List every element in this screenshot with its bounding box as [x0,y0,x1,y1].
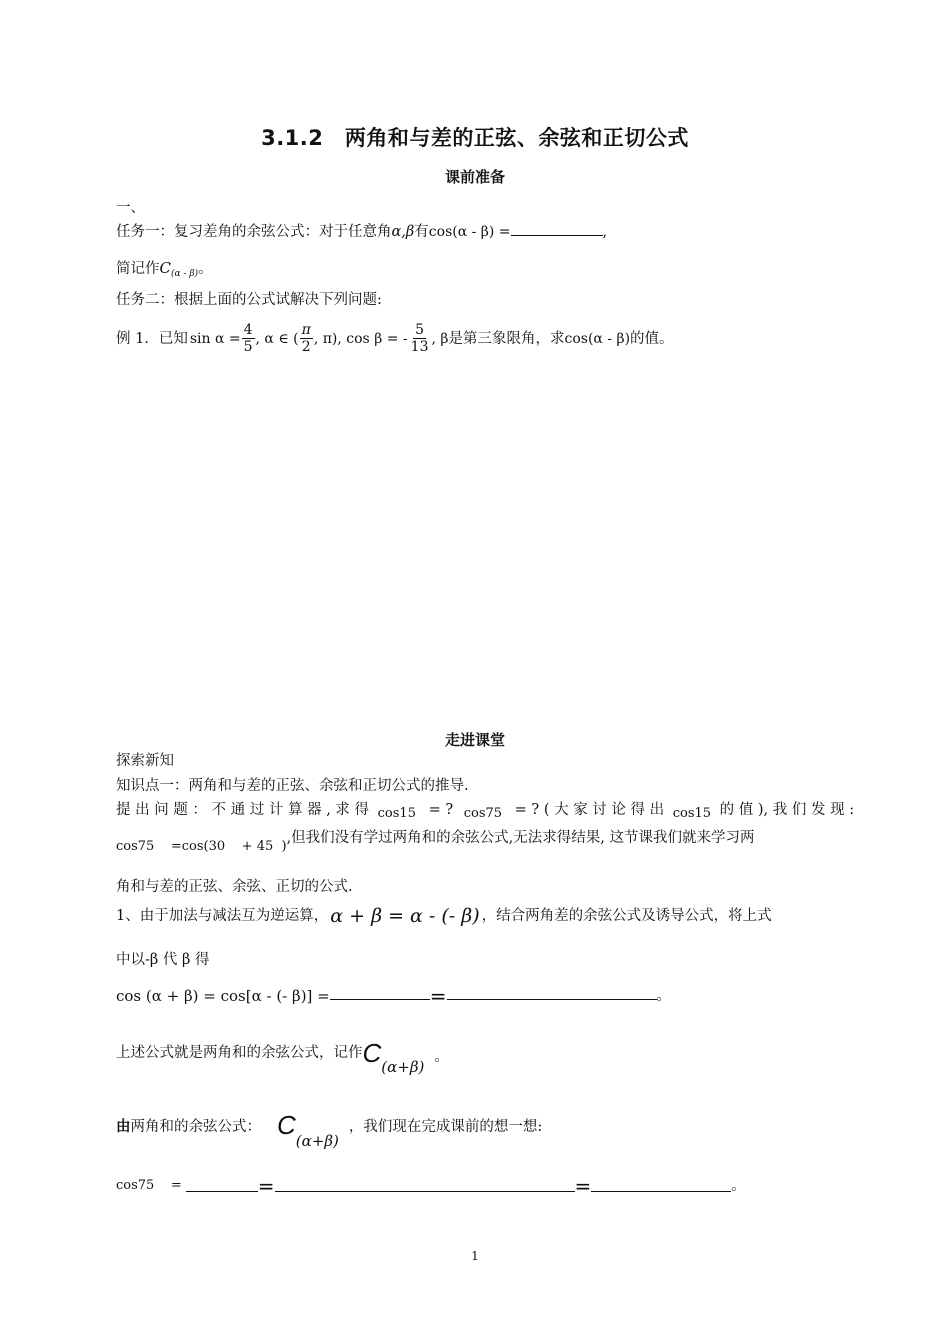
by-sub: (α+β) [295,1132,339,1150]
c75-end: 。 [731,1178,746,1194]
step1-line2: 中以-β 代 β 得 [116,952,210,968]
f-eq: = [429,984,447,1008]
named-sub: (α+β) [381,1058,425,1076]
ex1-expr: cos(α - β) [564,330,631,347]
q-a: 提 出 问 题 ： 不 通 过 计 算 器 , 求 得 [116,802,370,818]
abbr-end: 。 [198,261,213,277]
named-formula-line [116,1038,449,1077]
c75-eq1: = [257,1174,275,1198]
f-end: 。 [656,988,671,1004]
ex1-sin: sin α = [189,330,241,347]
ex1-mid3: , β [431,330,449,347]
q-cos75: cos75 [463,806,503,821]
named-text: 上述公式就是两角和的余弦公式，记作 [116,1045,363,1061]
task2-line: 任务二：根据上面的公式试解决下列问题: [116,292,382,308]
by-bold: 由 [116,1118,131,1135]
q-b: = ? [428,802,454,818]
task1-expr: cos(α - β) = [428,224,511,240]
task1-vars: α,β [391,224,415,240]
page-number: 1 [471,1249,479,1263]
explore-heading: 探索新知 [116,753,174,769]
f-expr: cos (α + β) = cos[α - (- β)] = [116,987,330,1005]
cos75-compute-line [116,1176,746,1196]
line-cos75-expansion [116,828,755,857]
ex1-end: 的值。 [630,330,674,347]
formula-blank-1[interactable] [330,985,430,1000]
task1-end: , [602,224,608,240]
question-line [116,800,854,824]
ex1-mid1: , α ∈ ( [255,330,299,347]
task1-text: 任务一：复习差角的余弦公式：对于任意角 [116,224,392,240]
cos75-identity: cos75 =cos(30 + 45 ) [116,839,287,854]
task1-line [116,221,607,242]
by-tail: ，我们现在完成课前的想一想: [348,1119,543,1135]
task1-answer-blank[interactable] [511,221,603,236]
ex1-fraction-2: $\frac{\pi}{2}$ [301,322,311,355]
example1-line [116,322,674,355]
by-formula-line [116,1110,543,1151]
q-d: 的 值 ), 我 们 发 现 : [719,802,855,818]
l2-text: ,但我们没有学过两角和的余弦公式,无法求得结果, 这节课我们就来学习两 [286,830,755,846]
q-cos15: cos15 [377,806,416,821]
s1-tail: ，结合两角差的余弦公式及诱导公式，将上式 [481,908,772,924]
q-c: = ? ( 大 家 讨 论 得 出 [514,802,665,818]
abbr-symbol: C [159,259,171,277]
named-C: C [362,1038,382,1068]
line-formula-intro: 角和与差的正弦、余弦、正切的公式. [116,879,353,895]
cos75-blank-1[interactable] [186,1177,258,1192]
s1-text: 1、由于加法与减法互为逆运算， [116,908,329,924]
ex1-tail: 是第三象限角，求 [448,330,565,347]
cos75-blank-3[interactable] [591,1177,731,1192]
c75-eq2: = [574,1174,592,1198]
q-cos15b: cos15 [672,806,712,821]
sum-formula-line [116,985,671,1006]
task1-have: 有 [414,224,429,240]
named-end: 。 [434,1049,449,1065]
ex1-label: 例 1．已知 [116,330,188,347]
abbr-line [116,258,213,284]
cos75-blank-2[interactable] [275,1177,575,1192]
section-heading-prep: 课前准备 [444,168,505,186]
abbr-text: 简记作 [116,261,160,277]
list-marker-one: 一、 [116,200,145,216]
ex1-mid2: , π), cos β = - [313,330,408,347]
step1-line [116,906,772,926]
ex1-fraction-3: $\frac{5}{13}$ [410,322,429,355]
by-text: 两角和的余弦公式： [130,1119,261,1135]
c75-expr: cos75 = [116,1178,182,1193]
page-title: 3.1.2 两角和与差的正弦、余弦和正切公式 [261,126,689,150]
knowledge-point-1: 知识点一：两角和与差的正弦、余弦和正切公式的推导. [116,778,469,794]
section-heading-class: 走进课堂 [444,731,505,749]
ex1-fraction-1: $\frac{4}{5}$ [243,322,253,355]
s1-expr: α + β = α - (- β) [330,905,480,927]
abbr-subscript: (α - β) [170,269,199,279]
formula-blank-2[interactable] [447,985,657,1000]
by-C: C [277,1110,296,1140]
